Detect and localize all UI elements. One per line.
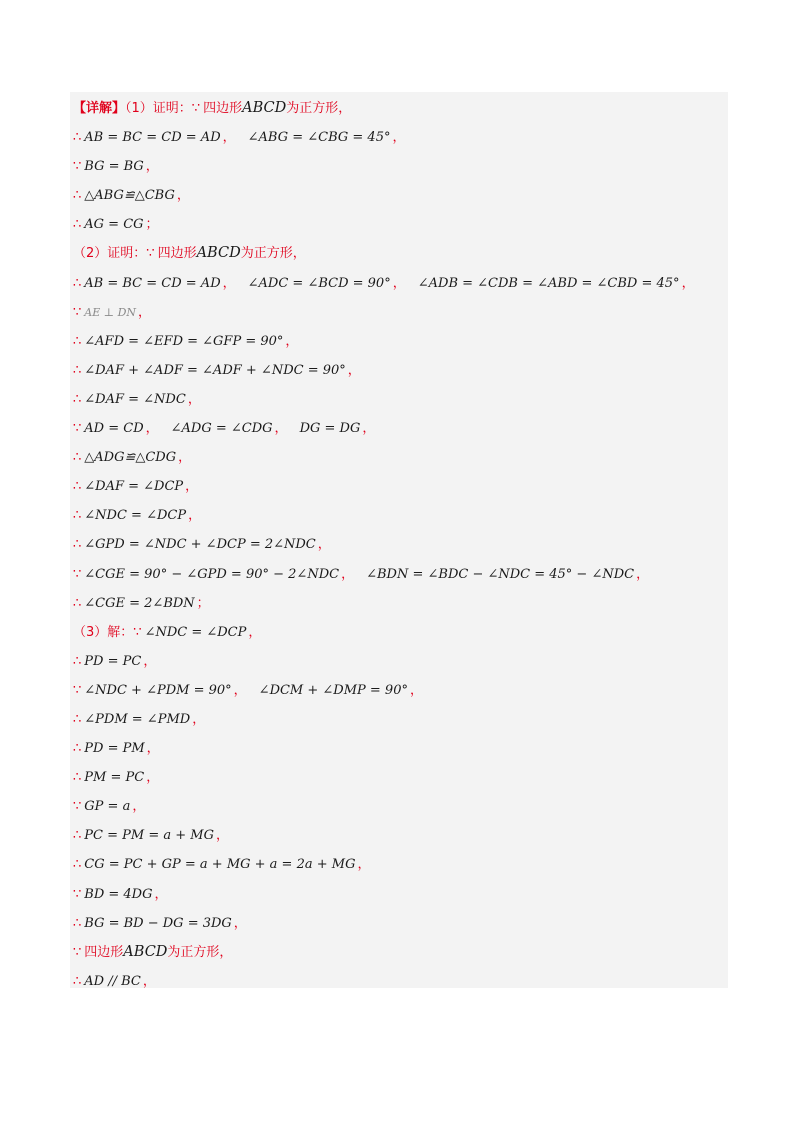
punctuation: ， [222, 130, 236, 146]
solution-line [73, 880, 723, 909]
solution-line [73, 472, 723, 501]
solution-line [73, 94, 723, 123]
logic-symbol: ∴ [73, 741, 82, 757]
math-expression: AB = BC = CD = AD [84, 275, 221, 291]
punctuation: ， [215, 828, 229, 844]
solution-line [73, 501, 723, 530]
punctuation: ， [145, 421, 159, 437]
solution-line [73, 850, 723, 879]
math-expression: PM = PC [84, 770, 145, 786]
math-expression: AD // BC [84, 973, 141, 989]
logic-symbol: ∴ [73, 188, 82, 204]
answer-label: 【详解】 [73, 101, 126, 116]
math-expression: ∠ADG = ∠CDG [170, 421, 273, 437]
punctuation: ， [357, 857, 371, 873]
solution-line [73, 181, 723, 210]
solution-line [73, 589, 723, 618]
math-expression: BG = BG [84, 159, 144, 175]
math-expression: ∠DAF = ∠NDC [84, 391, 186, 407]
punctuation: ； [145, 217, 159, 233]
math-expression: ∠BDN = ∠BDC − ∠NDC = 45° − ∠NDC [366, 566, 635, 582]
math-expression: ∠CGE = 90° − ∠GPD = 90° − 2∠NDC [84, 566, 340, 582]
logic-symbol: ∴ [73, 711, 82, 727]
solution-lines [73, 94, 723, 996]
math-expression: ∠NDC + ∠PDM = 90° [84, 682, 232, 698]
logic-symbol: ∵ [73, 799, 82, 815]
logic-symbol: ∵ [73, 682, 82, 698]
punctuation: ， [233, 682, 247, 698]
logic-symbol: ∴ [73, 479, 82, 495]
punctuation: ， [185, 479, 199, 495]
punctuation: ， [188, 508, 202, 524]
punctuation: ， [317, 537, 331, 553]
math-expression: GP = a [84, 799, 131, 815]
logic-symbol: ∴ [73, 857, 82, 873]
math-expression: AG = CG [84, 217, 144, 233]
math-expression: ∠GPD = ∠NDC + ∠DCP = 2∠NDC [84, 537, 316, 553]
math-expression: ∠ADB = ∠CDB = ∠ABD = ∠CBD = 45° [417, 275, 680, 291]
part-heading: （3）解： [73, 624, 134, 640]
punctuation: ， [341, 566, 355, 582]
statement-text: 四边形 [84, 944, 124, 960]
punctuation: ， [187, 391, 201, 407]
punctuation: ， [274, 421, 288, 437]
logic-symbol: ∴ [73, 333, 82, 349]
math-expression: ∠NDC = ∠DCP [144, 624, 247, 640]
logic-symbol: ∴ [73, 973, 82, 989]
logic-symbol: ∴ [73, 653, 82, 669]
math-expression: ∠DCM + ∠DMP = 90° [258, 682, 408, 698]
math-expression: CG = PC + GP = a + MG + a = 2a + MG [84, 857, 356, 873]
solution-line [73, 763, 723, 792]
punctuation: ， [248, 624, 262, 640]
math-expression: ∠DAF = ∠DCP [84, 479, 184, 495]
logic-symbol: ∴ [73, 130, 82, 146]
math-expression: AE ⊥ DN [84, 305, 137, 319]
math-expression: PD = PC [84, 653, 142, 669]
logic-symbol: ∴ [73, 508, 82, 524]
punctuation: ， [178, 450, 192, 466]
statement-text: 为正方形， [286, 101, 352, 116]
solution-line [73, 327, 723, 356]
solution-line [73, 734, 723, 763]
punctuation: ， [347, 362, 361, 378]
punctuation: ， [146, 741, 160, 757]
math-expression: △ADG≌△CDG [84, 450, 177, 466]
statement-text: 为正方形， [167, 944, 233, 960]
logic-symbol: ∵ [73, 421, 82, 437]
math-expression: ∠ADC = ∠BCD = 90° [247, 275, 391, 291]
math-expression: BD = 4DG [84, 886, 153, 902]
math-expression: AB = BC = CD = AD [84, 130, 221, 146]
logic-symbol: ∴ [73, 391, 82, 407]
math-expression: ABCD [242, 100, 287, 116]
math-expression: ABCD [123, 943, 168, 960]
punctuation: ； [196, 595, 210, 611]
punctuation: ， [681, 275, 695, 291]
punctuation: ， [192, 711, 206, 727]
solution-line [73, 967, 723, 996]
logic-symbol: ∵ [73, 886, 82, 902]
punctuation: ， [176, 188, 190, 204]
math-expression: ∠AFD = ∠EFD = ∠GFP = 90° [84, 333, 284, 349]
logic-symbol: ∵ [73, 304, 82, 320]
logic-symbol: ∴ [73, 450, 82, 466]
solution-line [73, 938, 723, 967]
solution-line [73, 298, 723, 327]
math-expression: PC = PM = a + MG [84, 828, 214, 844]
statement-text: 为正方形， [240, 246, 306, 262]
punctuation: ， [362, 421, 376, 437]
punctuation: ， [145, 159, 159, 175]
logic-symbol: ∴ [73, 217, 82, 233]
logic-symbol: ∴ [73, 362, 82, 378]
math-expression: △ABG≌△CBG [84, 188, 175, 204]
math-expression: ∠ABG = ∠CBG = 45° [247, 130, 391, 146]
math-expression: ∠NDC = ∠DCP [84, 508, 187, 524]
punctuation: ， [132, 799, 146, 815]
math-expression: DG = DG [299, 421, 361, 437]
punctuation: ， [154, 886, 168, 902]
punctuation: ， [146, 770, 160, 786]
math-expression: ∠CGE = 2∠BDN [84, 595, 195, 611]
logic-symbol: ∵ [73, 159, 82, 175]
solution-line [73, 530, 723, 559]
logic-symbol: ∴ [73, 770, 82, 786]
solution-line [73, 647, 723, 676]
punctuation: ， [142, 973, 156, 989]
logic-symbol: ∴ [73, 915, 82, 931]
part-heading: （2）证明： [73, 246, 147, 262]
punctuation: ， [285, 333, 299, 349]
logic-symbol: ∵ [133, 624, 142, 640]
statement-text: 四边形 [203, 101, 243, 116]
solution-line [73, 560, 723, 589]
math-expression: ∠DAF + ∠ADF = ∠ADF + ∠NDC = 90° [84, 362, 346, 378]
punctuation: ， [233, 915, 247, 931]
logic-symbol: ∴ [73, 275, 82, 291]
math-expression: BG = BD − DG = 3DG [84, 915, 232, 931]
solution-line [73, 676, 723, 705]
math-expression: PD = PM [84, 741, 145, 757]
punctuation: ， [392, 275, 406, 291]
punctuation: ， [392, 130, 406, 146]
logic-symbol: ∵ [73, 566, 82, 582]
math-expression: ∠PDM = ∠PMD [84, 711, 191, 727]
math-expression: AD = CD [84, 421, 144, 437]
solution-line [73, 443, 723, 472]
logic-symbol: ∴ [73, 828, 82, 844]
solution-line [73, 269, 723, 298]
part-heading: （1）证明： [125, 101, 192, 116]
punctuation: ， [143, 653, 157, 669]
solution-line [73, 239, 723, 268]
logic-symbol: ∴ [73, 595, 82, 611]
logic-symbol: ∵ [73, 944, 82, 960]
solution-line [73, 152, 723, 181]
statement-text: 四边形 [157, 246, 197, 262]
solution-line [73, 210, 723, 239]
logic-symbol: ∵ [146, 246, 155, 262]
solution-line [73, 414, 723, 443]
solution-line [73, 618, 723, 647]
solution-line [73, 792, 723, 821]
solution-line [73, 356, 723, 385]
punctuation: ， [222, 275, 236, 291]
solution-line [73, 123, 723, 152]
punctuation: ， [636, 566, 650, 582]
logic-symbol: ∵ [191, 101, 201, 116]
logic-symbol: ∴ [73, 537, 82, 553]
solution-line [73, 385, 723, 414]
math-expression: ABCD [196, 245, 241, 262]
solution-line [73, 821, 723, 850]
solution-line [73, 909, 723, 938]
punctuation: ， [138, 304, 152, 320]
punctuation: ， [409, 682, 423, 698]
solution-line [73, 705, 723, 734]
